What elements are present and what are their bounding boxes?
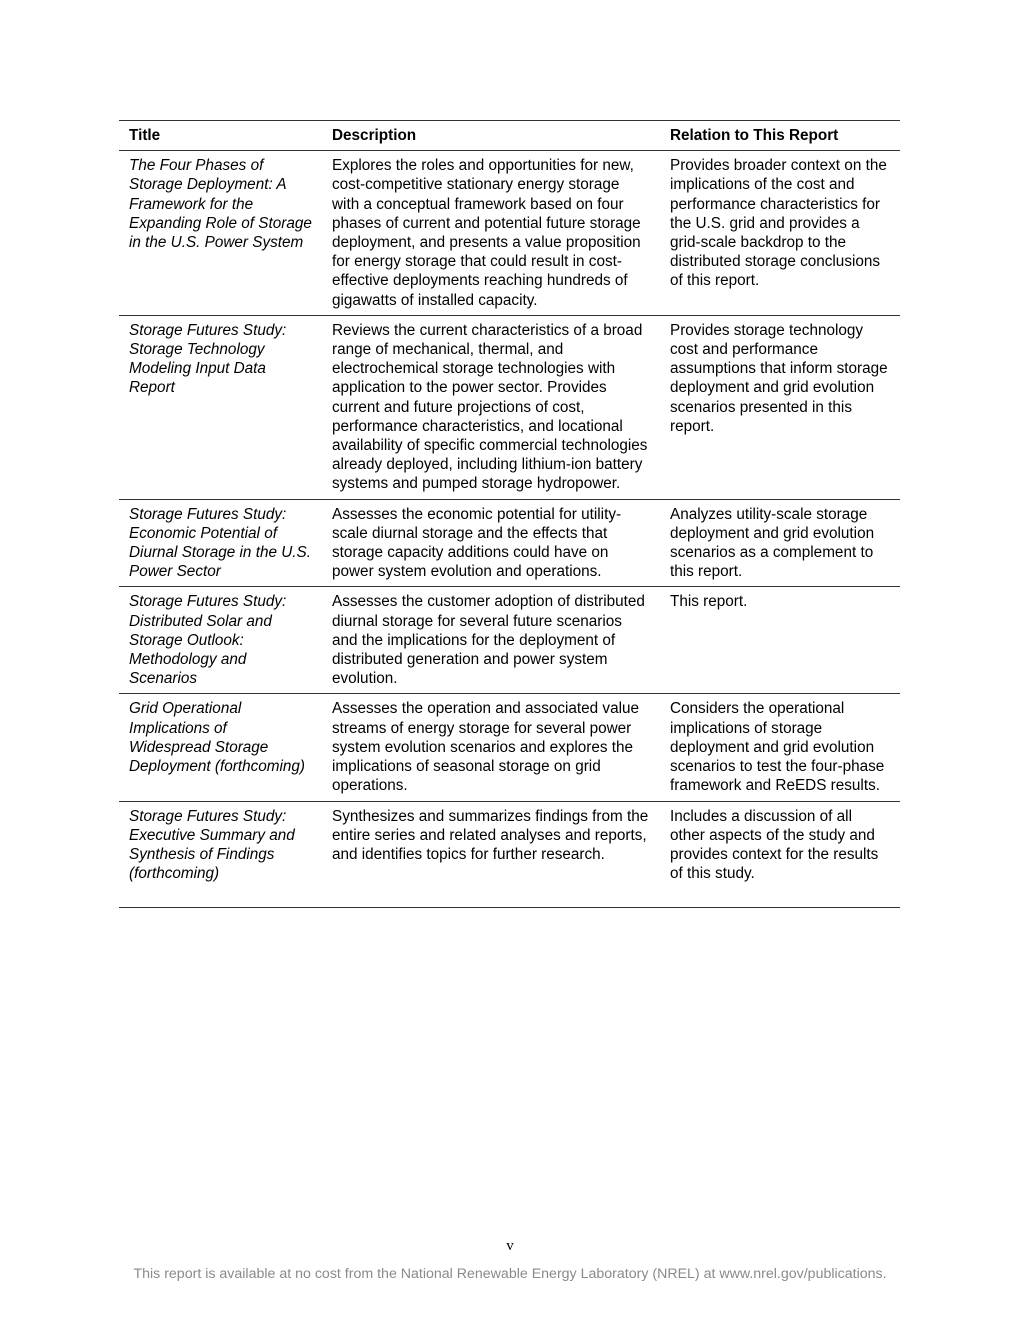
header-relation: Relation to This Report [660,121,900,151]
table-body [119,151,900,908]
row-title: Storage Futures Study: Distributed Solar and Storage Outlook: Methodology and Scenarios [119,587,322,694]
row-description: Explores the roles and opportunities for new, cost-competitive stationary energy storage with a conceptual framework based on four phases of current and potential future storage deployment, and presents a value proposition for energy storage that could result in cost-effective deployments reaching hundreds of gigawatts of installed capacity. [322,151,660,316]
table-header [119,121,900,151]
row-relation: Provides broader context on the implications of the cost and performance characteristics for the U.S. grid and provides a grid-scale backdrop to the distributed storage conclusions of this report. [660,151,900,316]
page-number: v [506,1238,514,1254]
table-row [119,587,900,694]
row-description: Assesses the economic potential for utility-scale diurnal storage and the effects that storage capacity additions could have on power system evolution and operations. [322,499,660,587]
row-title: Grid Operational Implications of Widespread Storage Deployment (forthcoming) [119,694,322,801]
row-relation: Considers the operational implications of storage deployment and grid evolution scenarios to test the four-phase framework and ReEDS results. [660,694,900,801]
row-description: Reviews the current characteristics of a broad range of mechanical, thermal, and electrochemical storage technologies with application to the power sector. Provides current and future projections of cost, performance characteristics, and locational availability of specific commercial technologies already deployed, including lithium-ion battery systems and pumped storage hydropower. [322,315,660,499]
footer-availability-note: This report is available at no cost from the National Renewable Energy Laboratory (NREL) at www.nrel.gov/publications. [133,1266,887,1282]
header-row [119,121,900,151]
storage-futures-reports-table [119,120,900,908]
table-row [119,151,900,316]
row-title: Storage Futures Study: Executive Summary and Synthesis of Findings (forthcoming) [119,801,322,908]
row-title: Storage Futures Study: Economic Potential of Diurnal Storage in the U.S. Power Sector [119,499,322,587]
table-row [119,694,900,801]
row-relation: This report. [660,587,900,694]
row-relation: Provides storage technology cost and performance assumptions that inform storage deployment and grid evolution scenarios presented in this report. [660,315,900,499]
table-row [119,499,900,587]
header-description: Description [322,121,660,151]
row-title: Storage Futures Study: Storage Technology Modeling Input Data Report [119,315,322,499]
row-description: Assesses the operation and associated value streams of energy storage for several power system evolution scenarios and explores the implications of seasonal storage on grid operations. [322,694,660,801]
row-description: Assesses the customer adoption of distributed diurnal storage for several future scenarios and the implications for the deployment of distributed generation and power system evolution. [322,587,660,694]
table-row [119,801,900,908]
row-relation: Includes a discussion of all other aspects of the study and provides context for the results of this study. [660,801,900,908]
row-description: Synthesizes and summarizes findings from the entire series and related analyses and reports, and identifies topics for further research. [322,801,660,908]
row-relation: Analyzes utility-scale storage deployment and grid evolution scenarios as a complement to this report. [660,499,900,587]
table-row [119,315,900,499]
header-title: Title [119,121,322,151]
row-title: The Four Phases of Storage Deployment: A Framework for the Expanding Role of Storage in the U.S. Power System [119,151,322,316]
